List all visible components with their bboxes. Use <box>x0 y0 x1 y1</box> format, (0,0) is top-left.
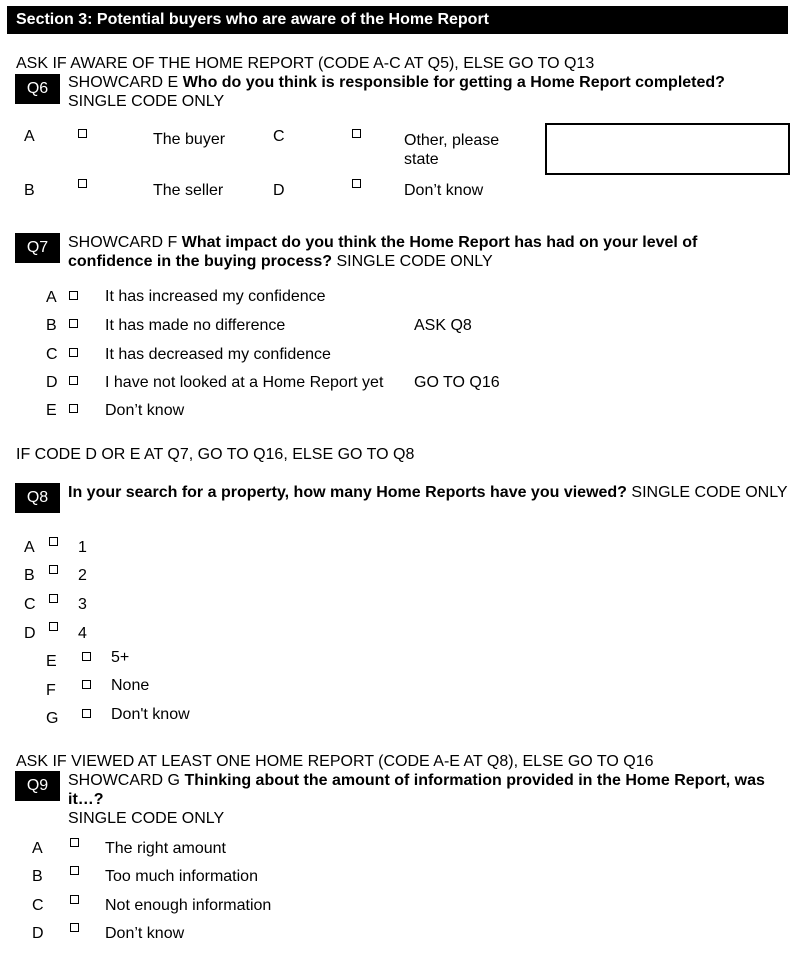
option-code: E <box>46 653 57 670</box>
option-label: Too much information <box>105 868 258 885</box>
option-code: C <box>46 346 58 363</box>
question-text-q8: In your search for a property, how many Home Reports have you viewed? SINGLE CODE ONLY <box>68 484 788 501</box>
option-label: None <box>111 677 150 694</box>
option-label: Not enough information <box>105 897 272 914</box>
option-label: 1 <box>78 539 87 556</box>
option-label: Don’t know <box>105 925 185 942</box>
checkbox-q6-a[interactable] <box>78 129 87 138</box>
option-label: Other, please state <box>404 132 500 168</box>
option-label: Don't know <box>111 706 190 723</box>
checkbox-q7-c[interactable] <box>69 348 78 357</box>
option-code: C <box>24 596 36 613</box>
option-label: It has made no difference <box>105 317 286 334</box>
checkbox-q9-c[interactable] <box>70 895 79 904</box>
routing-q8: IF CODE D OR E AT Q7, GO TO Q16, ELSE GO TO Q8 <box>16 446 415 463</box>
option-code: B <box>46 317 57 334</box>
checkbox-q8-b[interactable] <box>49 565 58 574</box>
question-label-q9: Q9 <box>15 771 60 801</box>
option-code: G <box>46 710 59 727</box>
question-label-q6: Q6 <box>15 74 60 104</box>
option-label: The right amount <box>105 840 226 857</box>
question-label-q8: Q8 <box>15 483 60 513</box>
option-code: A <box>46 289 57 306</box>
section-header: Section 3: Potential buyers who are aware of the Home Report <box>7 6 788 34</box>
checkbox-q7-e[interactable] <box>69 404 78 413</box>
option-label: I have not looked at a Home Report yet <box>105 374 384 391</box>
option-label: It has decreased my confidence <box>105 346 331 363</box>
option-label: The buyer <box>153 131 226 148</box>
option-label: 5+ <box>111 649 130 666</box>
checkbox-q6-c[interactable] <box>352 129 361 138</box>
option-label: 3 <box>78 596 87 613</box>
question-text-q9: SHOWCARD G Thinking about the amount of information provided in the Home Report, was it…? SINGLE CODE ONLY <box>68 772 765 827</box>
checkbox-q8-e[interactable] <box>82 652 91 661</box>
checkbox-q8-a[interactable] <box>49 537 58 546</box>
checkbox-q8-f[interactable] <box>82 680 91 689</box>
question-text-q7: SHOWCARD F What impact do you think the Home Report has had on your level of confidence in the buying process? SINGLE CODE ONLY <box>68 234 698 270</box>
option-code: B <box>24 567 35 584</box>
checkbox-q9-a[interactable] <box>70 838 79 847</box>
question-text-q6: SHOWCARD E Who do you think is responsible for getting a Home Report completed? SINGLE CODE ONLY <box>68 74 725 110</box>
option-code: B <box>24 182 35 199</box>
checkbox-q9-d[interactable] <box>70 923 79 932</box>
option-label: Don’t know <box>404 182 484 199</box>
checkbox-q8-d[interactable] <box>49 622 58 631</box>
checkbox-q8-g[interactable] <box>82 709 91 718</box>
question-label-q7: Q7 <box>15 233 60 263</box>
option-code: D <box>273 182 285 199</box>
checkbox-q7-a[interactable] <box>69 291 78 300</box>
option-label: The seller <box>153 182 224 199</box>
option-label: 2 <box>78 567 87 584</box>
other-specify-field[interactable] <box>545 123 790 175</box>
option-label: It has increased my confidence <box>105 288 326 305</box>
routing-q9: ASK IF VIEWED AT LEAST ONE HOME REPORT (CODE A-E AT Q8), ELSE GO TO Q16 <box>16 753 654 770</box>
option-code: F <box>46 682 56 699</box>
checkbox-q6-b[interactable] <box>78 179 87 188</box>
option-code: B <box>32 868 43 885</box>
option-code: D <box>46 374 58 391</box>
option-code: C <box>273 128 285 145</box>
option-label: 4 <box>78 625 87 642</box>
option-code: A <box>32 840 43 857</box>
option-code: E <box>46 402 57 419</box>
option-code: D <box>32 925 44 942</box>
option-code: D <box>24 625 36 642</box>
route-goto-q16: GO TO Q16 <box>414 374 500 391</box>
checkbox-q7-d[interactable] <box>69 376 78 385</box>
checkbox-q8-c[interactable] <box>49 594 58 603</box>
route-ask-q8: ASK Q8 <box>414 317 472 334</box>
option-label: Don’t know <box>105 402 185 419</box>
option-code: C <box>32 897 44 914</box>
routing-q6: ASK IF AWARE OF THE HOME REPORT (CODE A-C AT Q5), ELSE GO TO Q13 <box>16 55 595 72</box>
checkbox-q7-b[interactable] <box>69 319 78 328</box>
option-code: A <box>24 539 35 556</box>
option-code: A <box>24 128 35 145</box>
checkbox-q9-b[interactable] <box>70 866 79 875</box>
checkbox-q6-d[interactable] <box>352 179 361 188</box>
